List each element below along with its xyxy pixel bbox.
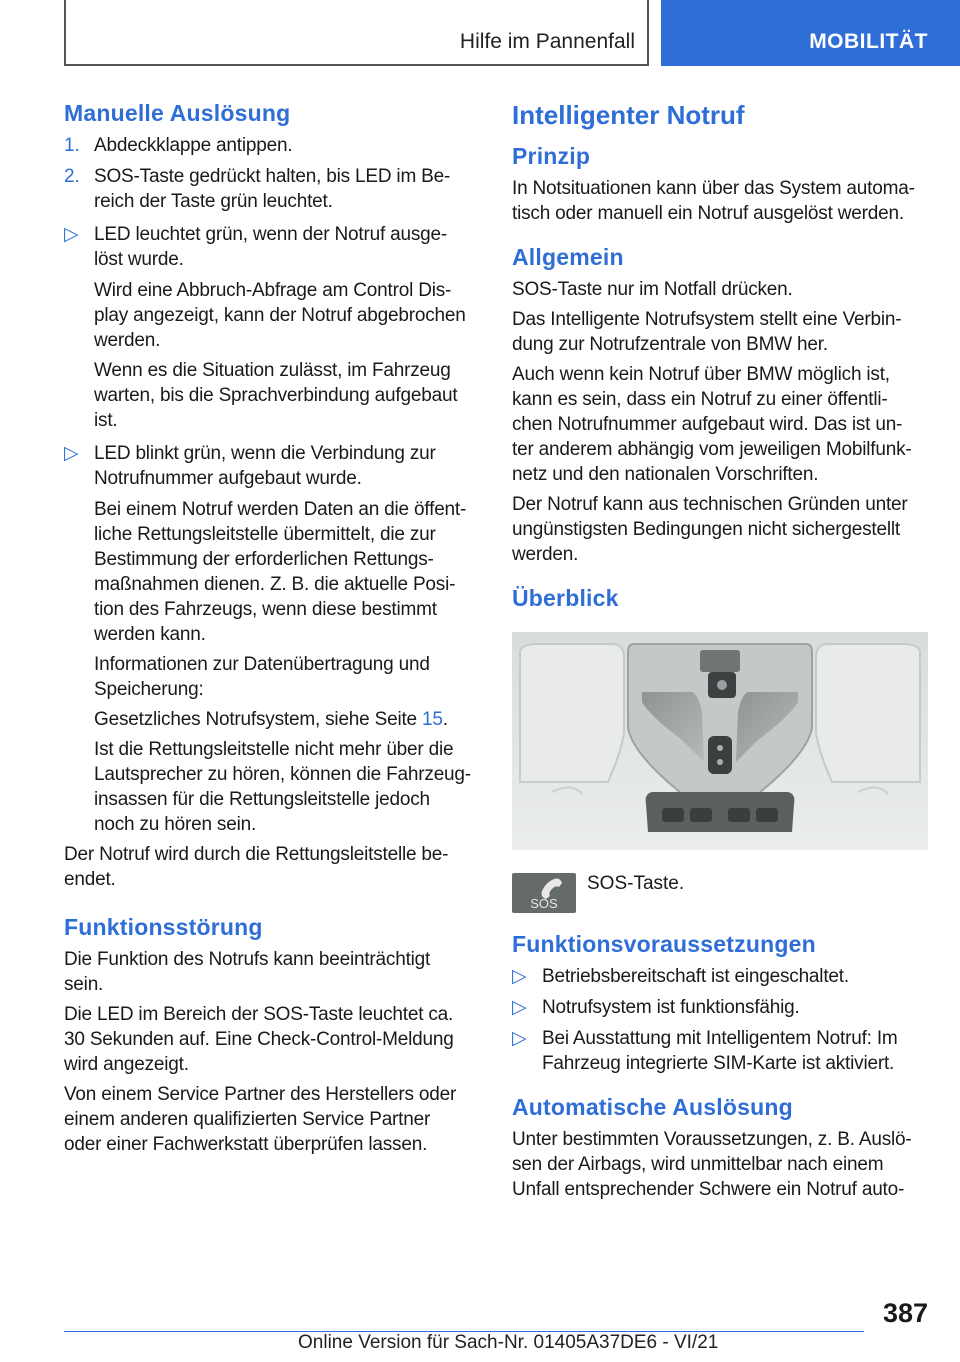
text-line: Der Notruf kann aus technischen Gründen unter bbox=[512, 494, 908, 515]
text-line: sen der Airbags, wird unmittelbar nach einem bbox=[512, 1154, 884, 1175]
text-line: liche Rettungsleitstelle übermittelt, die zur bbox=[94, 524, 436, 545]
text-line: werden. bbox=[512, 544, 579, 565]
bullet-text: Notrufsystem ist funktionsfähig. bbox=[542, 997, 800, 1018]
step-1 bbox=[64, 133, 479, 158]
paragraph-end bbox=[64, 842, 479, 892]
paragraph bbox=[512, 1127, 932, 1202]
text-line: tion des Fahrzeugs, wenn diese bestimmt bbox=[94, 599, 437, 620]
text-line: dung zur Notrufzentrale von BMW her. bbox=[512, 334, 828, 355]
text-line: Bei einem Notruf werden Daten an die öffent- bbox=[94, 499, 467, 520]
paragraph bbox=[512, 307, 932, 357]
text-line: endet. bbox=[64, 869, 116, 890]
text-line: einem anderen qualifizierten Service Partner bbox=[64, 1109, 431, 1130]
text-line: tisch oder manuell ein Notruf ausgelöst werden. bbox=[512, 203, 904, 224]
text-line: Der Notruf wird durch die Rettungsleitstelle be- bbox=[64, 844, 449, 865]
text-line: oder einer Fachwerkstatt überprüfen lassen. bbox=[64, 1134, 428, 1155]
bullet-text: Bei Ausstattung mit Intelligentem Notruf: Im bbox=[542, 1028, 898, 1049]
text-line: 30 Sekunden auf. Eine Check-Control-Meldung bbox=[64, 1029, 454, 1050]
left-column bbox=[64, 100, 479, 1162]
step-text: Abdeckklappe antippen. bbox=[94, 135, 293, 156]
text-line: ungünstigsten Bedingungen nicht sichergestellt bbox=[512, 519, 900, 540]
text-line: werden. bbox=[94, 330, 161, 351]
bullet-subparagraph bbox=[64, 358, 479, 433]
step-text: SOS-Taste gedrückt halten, bis LED im Be- bbox=[94, 166, 451, 187]
text-line: Unfall entsprechender Schwere ein Notruf auto- bbox=[512, 1179, 905, 1200]
triangle-marker-icon: ▷ bbox=[512, 1028, 527, 1049]
text-line: sein. bbox=[64, 974, 104, 995]
bullet-led-blinking bbox=[64, 441, 479, 491]
footer-version-text: Online Version für Sach-Nr. 01405A37DE6 - VI/21 bbox=[298, 1332, 719, 1353]
header-section-box bbox=[64, 0, 649, 66]
text-line: chen Notrufnummer aufgebaut wird. Das ist un- bbox=[512, 414, 903, 435]
text-line: . bbox=[442, 709, 448, 730]
heading-principle: Prinzip bbox=[512, 143, 591, 169]
page-header bbox=[64, 0, 960, 66]
right-column bbox=[512, 100, 932, 1207]
paragraph bbox=[512, 492, 932, 567]
page-reference-link[interactable]: 15 bbox=[422, 709, 443, 730]
bullet-text: LED blinkt grün, wenn die Verbindung zur bbox=[94, 443, 436, 464]
text-line: SOS-Taste nur im Notfall drücken. bbox=[512, 279, 793, 300]
roof-console-photo bbox=[512, 632, 928, 850]
heading-automatic-trigger: Automatische Auslösung bbox=[512, 1094, 793, 1120]
text-line: Gesetzliches Notrufsystem, siehe Seite bbox=[94, 709, 423, 730]
step-number: 1. bbox=[64, 135, 80, 156]
heading-malfunction: Funktionsstörung bbox=[64, 914, 263, 940]
header-chapter-title: MOBILITÄT bbox=[809, 30, 928, 53]
heading-general: Allgemein bbox=[512, 244, 624, 270]
triangle-marker-icon: ▷ bbox=[64, 443, 79, 464]
text-line: In Notsituationen kann über das System automa- bbox=[512, 178, 915, 199]
text-line: Speicherung: bbox=[94, 679, 204, 700]
bullet-text: Notrufnummer aufgebaut wurde. bbox=[94, 468, 362, 489]
header-chapter-tab bbox=[661, 0, 960, 66]
text-line: ter anderem abhängig vom jeweiligen Mobilfunk- bbox=[512, 439, 912, 460]
triangle-marker-icon: ▷ bbox=[512, 966, 527, 987]
text-line: Unter bestimmten Voraussetzungen, z. B. Auslö- bbox=[512, 1129, 912, 1150]
step-text: reich der Taste grün leuchtet. bbox=[94, 191, 333, 212]
bullet-subparagraph bbox=[64, 278, 479, 353]
bullet-subparagraph bbox=[64, 497, 479, 647]
text-line: Das Intelligente Notrufsystem stellt eine Verbin- bbox=[512, 309, 902, 330]
heading-manual-trigger: Manuelle Auslösung bbox=[64, 100, 291, 126]
sos-caption: SOS-Taste. bbox=[587, 873, 685, 894]
text-line: Die LED im Bereich der SOS-Taste leuchtet ca. bbox=[64, 1004, 454, 1025]
text-line: Von einem Service Partner des Herstellers oder bbox=[64, 1084, 457, 1105]
paragraph bbox=[64, 1002, 479, 1077]
bullet-text: löst wurde. bbox=[94, 249, 184, 270]
heading-requirements: Funktionsvoraussetzungen bbox=[512, 931, 816, 957]
sos-legend-row bbox=[512, 873, 932, 913]
step-number: 2. bbox=[64, 166, 80, 187]
sos-icon-label: SOS bbox=[530, 896, 558, 911]
text-line: noch zu hören sein. bbox=[94, 814, 257, 835]
requirement-item bbox=[512, 1026, 932, 1076]
paragraph bbox=[512, 362, 932, 487]
text-line: play angezeigt, kann der Notruf abgebrochen bbox=[94, 305, 466, 326]
text-line: werden kann. bbox=[94, 624, 206, 645]
text-line: Lautsprecher zu hören, können die Fahrzeug- bbox=[94, 764, 471, 785]
text-line: kann es sein, dass ein Notruf zu einer öffentli- bbox=[512, 389, 888, 410]
text-line: ist. bbox=[94, 410, 118, 431]
header-section-title: Hilfe im Pannenfall bbox=[459, 30, 635, 53]
triangle-marker-icon: ▷ bbox=[64, 224, 79, 245]
bullet-text: LED leuchtet grün, wenn der Notruf ausge- bbox=[94, 224, 448, 245]
bullet-subparagraph bbox=[64, 707, 479, 732]
bullet-text: Betriebsbereitschaft ist eingeschaltet. bbox=[542, 966, 849, 987]
paragraph bbox=[512, 176, 932, 226]
text-line: wird angezeigt. bbox=[64, 1054, 189, 1075]
requirement-item bbox=[512, 964, 932, 989]
text-line: Die Funktion des Notrufs kann beeinträchtigt bbox=[64, 949, 431, 970]
step-2 bbox=[64, 164, 479, 214]
text-line: warten, bis die Sprachverbindung aufgebaut bbox=[94, 385, 458, 406]
text-line: Auch wenn kein Notruf über BMW möglich ist, bbox=[512, 364, 890, 385]
bullet-subparagraph bbox=[64, 737, 479, 837]
requirement-item bbox=[512, 995, 932, 1020]
bullet-subparagraph bbox=[64, 652, 479, 702]
heading-overview: Überblick bbox=[512, 585, 619, 611]
sos-button-icon bbox=[512, 873, 576, 913]
bullet-led-green bbox=[64, 222, 479, 272]
text-line: Wird eine Abbruch-Abfrage am Control Dis- bbox=[94, 280, 452, 301]
paragraph bbox=[512, 277, 932, 302]
page-number: 387 bbox=[882, 1298, 928, 1328]
text-line: Informationen zur Datenübertragung und bbox=[94, 654, 430, 675]
text-line: netz und den nationalen Vorschriften. bbox=[512, 464, 819, 485]
heading-intelligent-emergency-call: Intelligenter Notruf bbox=[512, 100, 745, 130]
text-line: Bestimmung der erforderlichen Rettungs- bbox=[94, 549, 434, 570]
text-line: Ist die Rettungsleitstelle nicht mehr über die bbox=[94, 739, 454, 760]
triangle-marker-icon: ▷ bbox=[512, 997, 527, 1018]
text-line: maßnahmen dienen. Z. B. die aktuelle Posi- bbox=[94, 574, 456, 595]
text-line: Wenn es die Situation zulässt, im Fahrzeug bbox=[94, 360, 451, 381]
paragraph bbox=[64, 947, 479, 997]
bullet-text: Fahrzeug integrierte SIM-Karte ist aktiviert. bbox=[542, 1053, 895, 1074]
paragraph bbox=[64, 1082, 479, 1157]
text-line: insassen für die Rettungsleitstelle jedoch bbox=[94, 789, 430, 810]
